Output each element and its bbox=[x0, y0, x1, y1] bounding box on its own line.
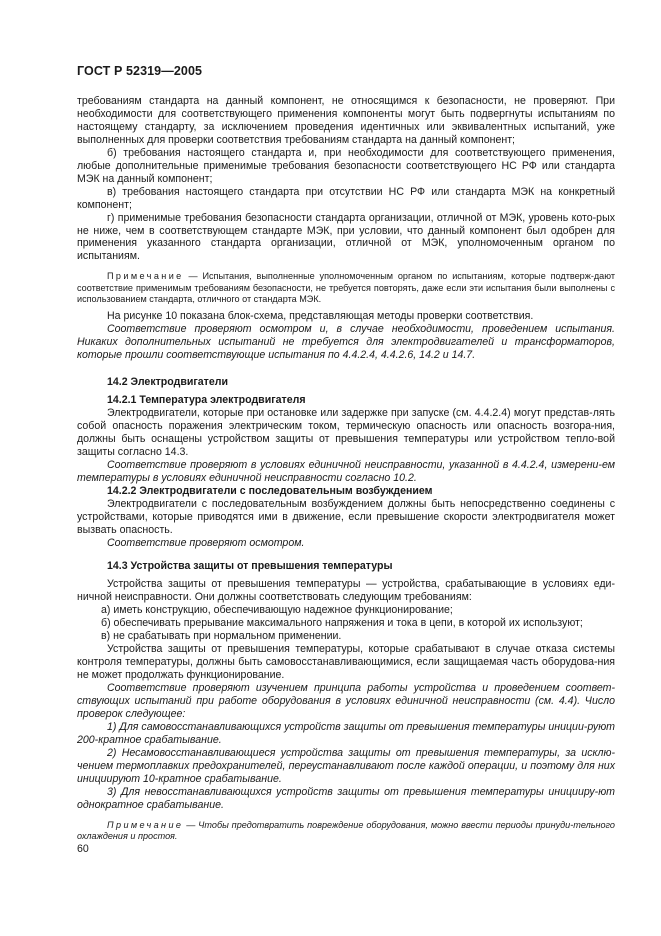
section-heading-14-2: 14.2 Электродвигатели bbox=[107, 376, 228, 389]
paragraph-compliance: Соответствие проверяют осмотром и, в случае необходимости, проведением испытания. Никаких дополнительных испытаний не требуется для электродвигателей и трансформаторов, которые прошли соответствующие испытания по 4.4.2.4, 4.4.2.6, 14.2 и 14.7. bbox=[77, 323, 615, 362]
list-item-1: 1) Для самовосстанавливающихся устройств защиты от превышения температуры иниции-руют 200-кратное срабатывание. bbox=[77, 720, 615, 746]
list-item-b: б) требования настоящего стандарта и, при необходимости для соответствующего применения, любые дополнительные применимые требования безопасности соответствующего НС РФ или стандарта МЭК на данный компонент; bbox=[77, 146, 615, 185]
note-text: — Испытания, выполненные уполномоченным органом по испытаниям, которые подтверж-дают соответствие применимым требованиям безопасности, не требуется повторять, даже если эти испытания были выполнены с использованием стандарта, отличного от стандарта МЭК. bbox=[77, 271, 615, 304]
note-2 bbox=[77, 820, 615, 843]
paragraph-continuation: требованиям стандарта на данный компонент, не относящимся к безопасности, не проверяют. При необходимости для соответствующего применения компоненты могут быть подвергнуты испытаниям по настоящему стандарту, за исключением проведения идентичных или эквивалентных испытаний, уже выполненных для проверки соответствия требованиям стандарта на данный компонент; bbox=[77, 95, 615, 146]
list-item-v: в) не срабатывать при нормальном применении. bbox=[101, 630, 342, 643]
section-heading-14-2-1: 14.2.1 Температура электродвигателя bbox=[107, 394, 306, 407]
paragraph-protection-devices: Устройства защиты от превышения температуры — устройства, срабатывающие в условиях еди-ничной неисправности. Они должны соответствовать следующим требованиям: bbox=[77, 578, 615, 604]
note-label: Примечание bbox=[107, 271, 184, 282]
paragraph-figure-ref: На рисунке 10 показана блок-схема, представляющая методы проверки соответствия. bbox=[107, 310, 534, 323]
note-1 bbox=[77, 271, 615, 305]
paragraph-compliance: Соответствие проверяют осмотром. bbox=[107, 536, 305, 549]
paragraph-self-resetting: Устройства защиты от превышения температуры, которые срабатывают в случае отказа системы контроля температуры, должны быть самовосстанавливающимися, если защищаемая часть оборудова-ния не может продолжать функционирование. bbox=[77, 643, 615, 682]
paragraph-compliance: Соответствие проверяют в условиях единичной неисправности, указанной в 4.4.2.4, измерени-ем температуры в условиях единичной неисправности согласно 10.2. bbox=[77, 458, 615, 484]
section-heading-14-2-2: 14.2.2 Электродвигатели с последовательным возбуждением bbox=[107, 484, 433, 497]
section-heading-14-3: 14.3 Устройства защиты от превышения температуры bbox=[107, 560, 393, 573]
list-item-2: 2) Несамовосстанавливающиеся устройства защиты от превышения температуры, за исклю-чением термоплавких предохранителей, переустанавливают после каждой операции, и поэтому для них инициируют 10-кратное срабатывание. bbox=[77, 746, 615, 785]
list-item-g: г) применимые требования безопасности стандарта организации, отличной от МЭК, уровень кото-рых не ниже, чем в соответствующем стандарте МЭК, при условии, что данный компонент был одобрен для применения указанного стандарта организации, отличной от МЭК, уполномоченным органом по испытаниям. bbox=[77, 211, 615, 263]
list-item-3: 3) Для невосстанавливающихся устройств защиты от превышения температуры иницииру-ют однократное срабатывание. bbox=[77, 785, 615, 811]
paragraph-compliance: Соответствие проверяют изучением принципа работы устройства и проведением соответ-ствующих испытаний при работе оборудования в условиях единичной неисправности (см. 4.4). Число проверок следующее: bbox=[77, 682, 615, 720]
list-item-a: а) иметь конструкцию, обеспечивающую надежное функционирование; bbox=[101, 604, 453, 617]
list-item-v: в) требования настоящего стандарта при отсутствии НС РФ или стандарта МЭК на конкретный компонент; bbox=[77, 185, 615, 211]
note-text: — Чтобы предотвратить повреждение оборудования, можно ввести периоды принуди-тельного охлаждения и простоя. bbox=[77, 819, 615, 841]
page-number: 60 bbox=[77, 843, 89, 855]
paragraph-series-motors: Электродвигатели с последовательным возбуждением должны быть непосредственно соединены с устройствами, которые приводятся ими в движение, если превышение скорости электродвигателя может вызвать опасность. bbox=[77, 497, 615, 536]
paragraph-motor-temperature: Электродвигатели, которые при остановке или задержке при запуске (см. 4.4.2.4) могут представ-лять собой опасность поражения электрическим током, термическую опасность или опасность возгора-ния, должны быть оснащены устройством защиты от превышения температуры или устройством тепло-вой защиты согласно 14.3. bbox=[77, 407, 615, 458]
list-item-b: б) обеспечивать прерывание максимального напряжения и тока в цепи, в которой их используют; bbox=[101, 617, 583, 630]
note-label: Примечание bbox=[107, 819, 184, 830]
page-body bbox=[77, 95, 615, 842]
document-header: ГОСТ Р 52319—2005 bbox=[77, 64, 203, 78]
